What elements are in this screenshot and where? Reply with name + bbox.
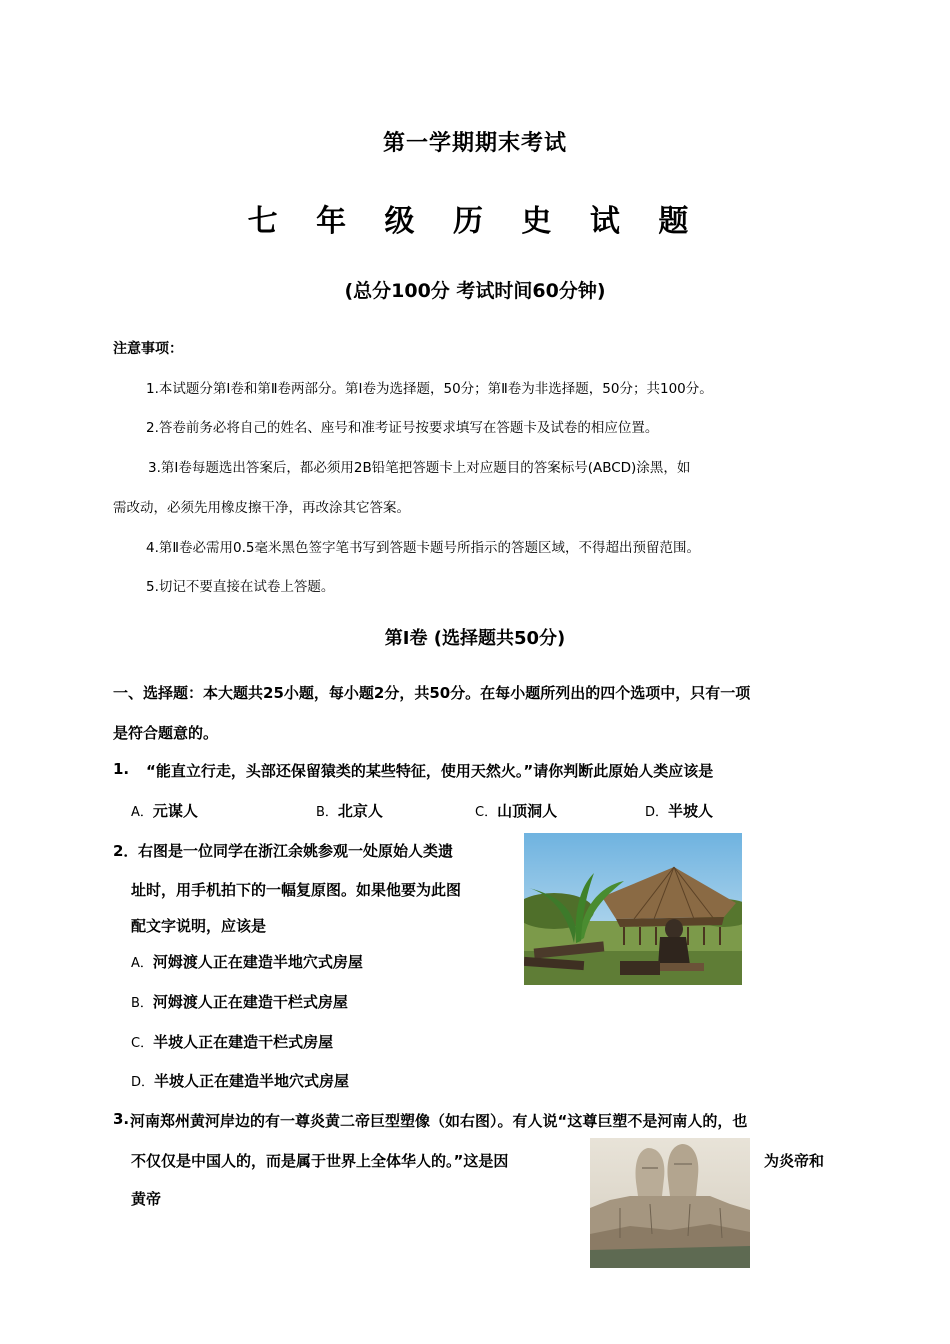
q1-number: 1. (113, 760, 130, 778)
q2-option-b: B．河姆渡人正在建造干栏式房屋 (131, 993, 348, 1011)
q2-option-d: D．半坡人正在建造半地穴式房屋 (131, 1072, 350, 1090)
note-item: 5.切记不要直接在试卷上答题。 (146, 579, 335, 595)
hemudu-house-photo (524, 833, 742, 985)
exam-title: 第一学期期末考试 (382, 131, 567, 156)
section-title: 第Ⅰ卷 (选择题共50分) (384, 628, 566, 649)
section-intro-cont: 是符合题意的。 (113, 724, 219, 742)
q1-option-c: C．山顶洞人 (475, 802, 558, 820)
yanhuang-statue-photo (590, 1138, 750, 1268)
note-item: 3.第Ⅰ卷每题选出答案后，都必须用2B铅笔把答题卡上对应题目的答案标号(ABCD)涂黑，如 (148, 460, 691, 476)
q1-text: “能直立行走，头部还保留猿类的某些特征，使用天然火。”请你判断此原始人类应该是 (146, 762, 714, 780)
q1-option-b: B．北京人 (316, 802, 383, 820)
q3-text-line3: 黄帝 (131, 1190, 162, 1208)
note-item: 需改动，必须先用橡皮擦干净，再改涂其它答案。 (113, 500, 410, 516)
q1-option-a: A．元谋人 (131, 802, 198, 820)
q2-option-c: C．半坡人正在建造干栏式房屋 (131, 1033, 334, 1051)
q3-number: 3. (113, 1110, 130, 1128)
q2-option-a: A．河姆渡人正在建造半地穴式房屋 (131, 953, 363, 971)
note-item: 1.本试题分第Ⅰ卷和第Ⅱ卷两部分。第Ⅰ卷为选择题，50分；第Ⅱ卷为非选择题，50分；共100分。 (146, 381, 713, 397)
note-item: 2.答卷前务必将自己的姓名、座号和准考证号按要求填写在答题卡及试卷的相应位置。 (146, 420, 659, 436)
q1-option-d: D．半坡人 (645, 802, 714, 820)
section-intro: 一、选择题：本大题共25小题，每小题2分，共50分。在每小题所列出的四个选项中，只有一项 (113, 684, 751, 702)
q3-text-line2a: 不仅仅是中国人的，而是属于世界上全体华人的。”这是因 (131, 1152, 509, 1170)
note-item: 4.第Ⅱ卷必需用0.5毫米黑色签字笔书写到答题卡题号所指示的答题区域，不得超出预留范围。 (146, 540, 700, 556)
q3-text-line1: 河南郑州黄河岸边的有一尊炎黄二帝巨型塑像（如右图）。有人说“这尊巨塑不是河南人的，也 (130, 1112, 748, 1130)
notes-heading: 注意事项： (113, 341, 183, 357)
q2-number: 2． (113, 842, 139, 860)
q2-text-line3: 配文字说明，应该是 (131, 917, 267, 935)
exam-info: (总分100分 考试时间60分钟) (344, 280, 606, 302)
q2-text-line2: 址时，用手机拍下的一幅复原图。如果他要为此图 (131, 881, 462, 899)
q2-text-line1: 右图是一位同学在浙江余姚参观一处原始人类遗 (138, 842, 454, 860)
exam-subject: 七 年 级 历 史 试 题 (247, 204, 703, 239)
q3-text-line2b: 为炎帝和 (764, 1152, 825, 1170)
